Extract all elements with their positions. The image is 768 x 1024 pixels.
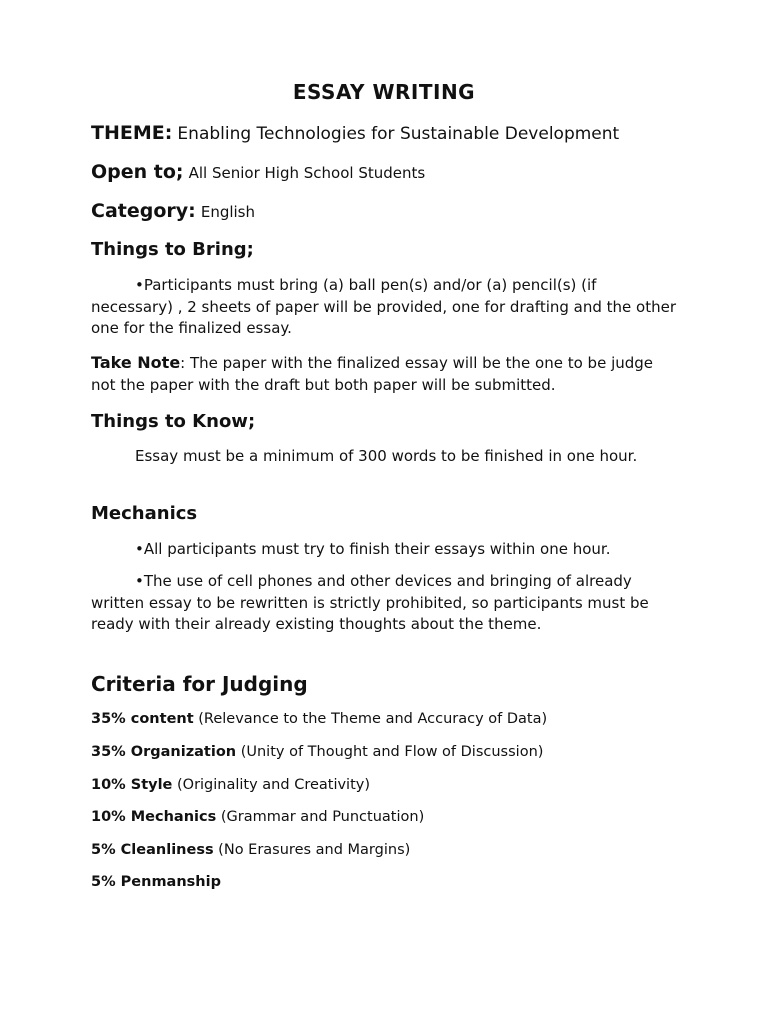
criteria-description: (Unity of Thought and Flow of Discussion) [236,744,544,760]
criteria-item [91,744,543,760]
category-label: Category: [91,200,196,222]
criteria-heading: Criteria for Judging [91,672,308,696]
take-note-label: Take Note [91,353,181,372]
mechanics-bullet-2: •The use of cell phones and other devices and bringing of already written essay to be rewritten is strictly prohibited, so participants must be ready with their already existing thoughts about the theme. [91,572,649,633]
theme-value: Enabling Technologies for Sustainable Development [177,124,620,144]
mechanics-bullet-1: •All participants must try to finish their essays within one hour. [135,540,611,558]
criteria-description: (Grammar and Punctuation) [216,809,425,825]
open-to-line [91,161,425,183]
take-note-text: : The paper with the finalized essay will be the one to be judge not the paper with the draft but both paper will be submitted. [91,354,654,394]
criteria-item [91,842,410,858]
criteria-item [91,711,547,727]
criteria-item [91,809,424,825]
criteria-percent: 5% Cleanliness [91,842,214,858]
open-to-label: Open to; [91,161,184,183]
take-note-paragraph [91,352,676,396]
criteria-percent: 5% Penmanship [91,874,221,890]
open-to-value: All Senior High School Students [188,164,426,182]
category-line [91,200,255,222]
page-title: ESSAY WRITING [292,80,476,104]
criteria-item [91,777,370,793]
mechanics-heading: Mechanics [91,503,198,524]
category-value: English [200,203,256,221]
criteria-percent: 35% Organization [91,744,237,760]
criteria-percent: 35% content [91,711,194,727]
criteria-description: (Originality and Creativity) [172,777,371,793]
things-to-bring-heading: Things to Bring; [91,239,254,260]
criteria-description: (No Erasures and Margins) [213,842,411,858]
criteria-description: (Relevance to the Theme and Accuracy of Data) [193,711,548,727]
things-to-know-heading: Things to Know; [91,411,256,432]
things-to-know-text: Essay must be a minimum of 300 words to be finished in one hour. [135,447,638,465]
theme-label: THEME: [91,122,173,144]
things-to-bring-bullet: •Participants must bring (a) ball pen(s) and/or (a) pencil(s) (if necessary) , 2 sheets of paper will be provided, one for drafting and the other one for the finalized essay. [91,276,677,337]
criteria-item [91,874,221,890]
criteria-percent: 10% Style [91,777,173,793]
criteria-percent: 10% Mechanics [91,809,217,825]
theme-line [91,122,619,144]
